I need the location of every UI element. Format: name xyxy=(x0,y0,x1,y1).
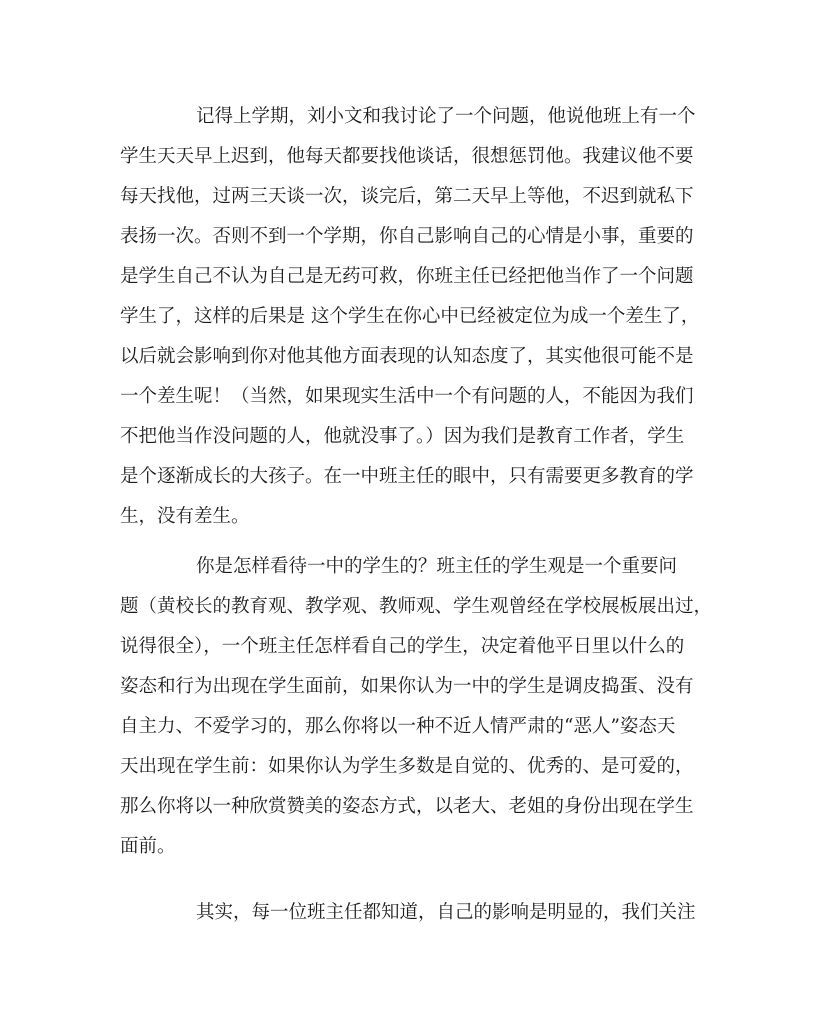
paragraph-2-line-8: 面前。 xyxy=(120,836,176,857)
paragraph-1-line-3: 每天找他，过两三天谈一次，谈完后，第二天早上等他，不迟到就私下 xyxy=(120,186,694,207)
paragraph-2-line-4: 姿态和行为出现在学生面前，如果你认为一中的学生是调皮捣蛋、没有 xyxy=(120,676,694,697)
paragraph-1-line-4: 表扬一次。否则不到一个学期，你自己影响自己的心情是小事，重要的 xyxy=(120,226,694,247)
paragraph-2-line-2: 题（黄校长的教育观、教学观、教师观、学生观曾经在学校展板展出过， xyxy=(120,596,713,617)
paragraph-1-line-6: 学生了，这样的后果是 这个学生在你心中已经被定位为成一个差生了， xyxy=(120,306,700,327)
paragraph-2-line-3: 说得很全），一个班主任怎样看自己的学生，决定着他平日里以什么的 xyxy=(120,636,685,657)
paragraph-2-line-1: 你是怎样看待一中的学生的？班主任的学生观是一个重要问 xyxy=(196,556,678,577)
paragraph-1-line-10: 是个逐渐成长的大孩子。在一中班主任的眼中，只有需要更多教育的学 xyxy=(120,466,694,487)
paragraph-2-line-5: 自主力、不爱学习的，那么你将以一种不近人情严肃的“恶人”姿态天 xyxy=(120,716,676,737)
paragraph-2-line-6: 天出现在学生前：如果你认为学生多数是自觉的、优秀的、是可爱的， xyxy=(120,756,694,777)
paragraph-1-line-2: 学生天天早上迟到，他每天都要找他谈话，很想惩罚他。我建议他不要 xyxy=(120,146,694,167)
paragraph-1-line-1: 记得上学期，刘小文和我讨论了一个问题，他说他班上有一个 xyxy=(196,106,696,127)
paragraph-2-line-7: 那么你将以一种欣赏赞美的姿态方式，以老大、老姐的身份出现在学生 xyxy=(120,796,694,817)
paragraph-3-line-1: 其实，每一位班主任都知道，自己的影响是明显的，我们关注 xyxy=(196,902,696,923)
paragraph-1-line-9: 不把他当作没问题的人，他就没事了。）因为我们是教育工作者，学生 xyxy=(120,426,685,447)
paragraph-1-line-8: 一个差生呢！（当然，如果现实生活中一个有问题的人，不能因为我们 xyxy=(120,386,694,407)
paragraph-1-line-5: 是学生自己不认为自己是无药可救，你班主任已经把他当作了一个问题 xyxy=(120,266,694,287)
paragraph-1-line-7: 以后就会影响到你对他其他方面表现的认知态度了，其实他很可能不是 xyxy=(120,346,694,367)
paragraph-1-line-11: 生，没有差生。 xyxy=(120,506,250,527)
